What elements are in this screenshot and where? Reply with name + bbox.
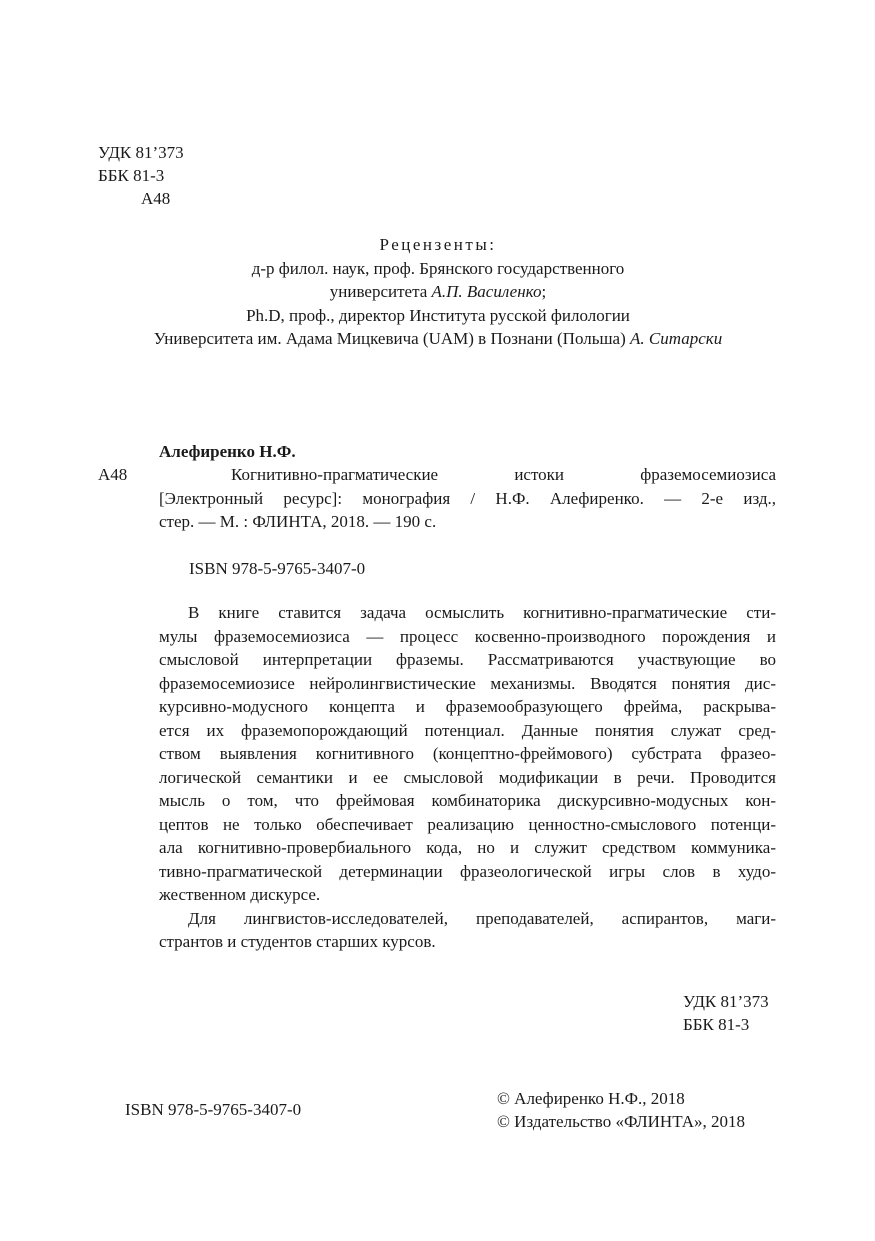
- abstract-line: фраземосемиозисе нейролингвистические механизмы. Вводятся понятия дис-: [159, 673, 776, 693]
- abstract-line: тивно-прагматической детерминации фразеологической игры слов в худо-: [159, 861, 776, 881]
- header-author-mark: А48: [141, 189, 171, 208]
- reviewer-line-4: [98, 327, 778, 351]
- reviewer-line-3-text: Ph.D, проф., директор Института русской филологии: [246, 305, 630, 325]
- catalog-title: [159, 463, 776, 534]
- abstract-line: В книге ставится задача осмыслить когнитивно-прагматические сти-: [188, 603, 776, 622]
- abstract-line: мулы фраземосемиозиса — процесс косвенно-производного порождения и: [159, 626, 776, 646]
- reviewer-line-2-text: университета: [329, 282, 432, 301]
- abstract-line: логической семантики и ее смысловой модификации в речи. Проводится: [159, 767, 776, 787]
- audience-line: странтов и студентов старших курсов.: [159, 932, 436, 951]
- reviewer-line-1-text: д-р филол. наук, проф. Брянского государственного: [251, 258, 625, 278]
- catalog-title-line-3: стер. — М. : ФЛИНТА, 2018. — 190 с.: [159, 512, 437, 531]
- abstract-line: ется их фраземопорождающий потенциал. Данные понятия служат сред-: [159, 720, 776, 740]
- reviewer-line-2: [98, 280, 778, 304]
- abstract-line: мысль о том, что фреймовая комбинаторика дискурсивно-модусных кон-: [159, 791, 776, 810]
- catalog-author: Алефиренко Н.Ф.: [159, 442, 296, 461]
- footer-udk: УДК 81’373: [683, 992, 769, 1011]
- copyright-publisher: © Издательство «ФЛИНТА», 2018: [497, 1112, 746, 1131]
- catalog-title-line-2: [Электронный ресурс]: монография / Н.Ф. Алефиренко. — 2-е изд.,: [159, 488, 776, 508]
- footer-bbk: ББК 81-3: [683, 1015, 750, 1034]
- abstract-line: жественном дискурсе.: [159, 885, 321, 904]
- reviewer-line-3: [98, 304, 778, 328]
- abstract-line: цептов не только обеспечивает реализацию ценностно-смыслового потенци-: [159, 814, 776, 834]
- audience-line: Для лингвистов-исследователей, преподавателей, аспирантов, маги-: [188, 908, 776, 928]
- reviewer-line-4-text: Университета им. Адама Мицкевича (UAM) в Познани (Польша): [153, 329, 631, 348]
- reviewer-name-sitarski: А. Ситарски: [630, 329, 723, 348]
- catalog-isbn: ISBN 978-5-9765-3407-0: [189, 559, 366, 578]
- abstract-line: смысловой интерпретации фраземы. Рассматриваются участвующие во: [159, 650, 776, 669]
- reviewers-block: [98, 233, 778, 351]
- reviewer-line-1: [98, 257, 778, 281]
- catalog-mark: А48: [98, 465, 128, 484]
- footer-isbn: ISBN 978-5-9765-3407-0: [125, 1100, 302, 1119]
- abstract-line: ством выявления когнитивного (концептно-фреймового) субстрата фразео-: [159, 744, 776, 763]
- reviewer-line-2-tail: ;: [541, 282, 547, 301]
- abstract-line: курсивно-модусного концепта и фраземообразующего фрейма, раскрыва-: [159, 697, 776, 716]
- abstract-line: ала когнитивно-провербиального кода, но и служит средством коммуника-: [159, 838, 776, 857]
- abstract: [159, 601, 776, 954]
- copyright-author: © Алефиренко Н.Ф., 2018: [497, 1089, 685, 1108]
- header-bbk: ББК 81-3: [98, 166, 165, 185]
- header-udk: УДК 81’373: [98, 143, 184, 162]
- reviewer-name-vasilenko: А.П. Василенко: [431, 282, 542, 301]
- catalog-title-line-1: Когнитивно-прагматические истоки фраземосемиозиса: [231, 465, 776, 484]
- reviewers-heading: Рецензенты:: [379, 235, 497, 254]
